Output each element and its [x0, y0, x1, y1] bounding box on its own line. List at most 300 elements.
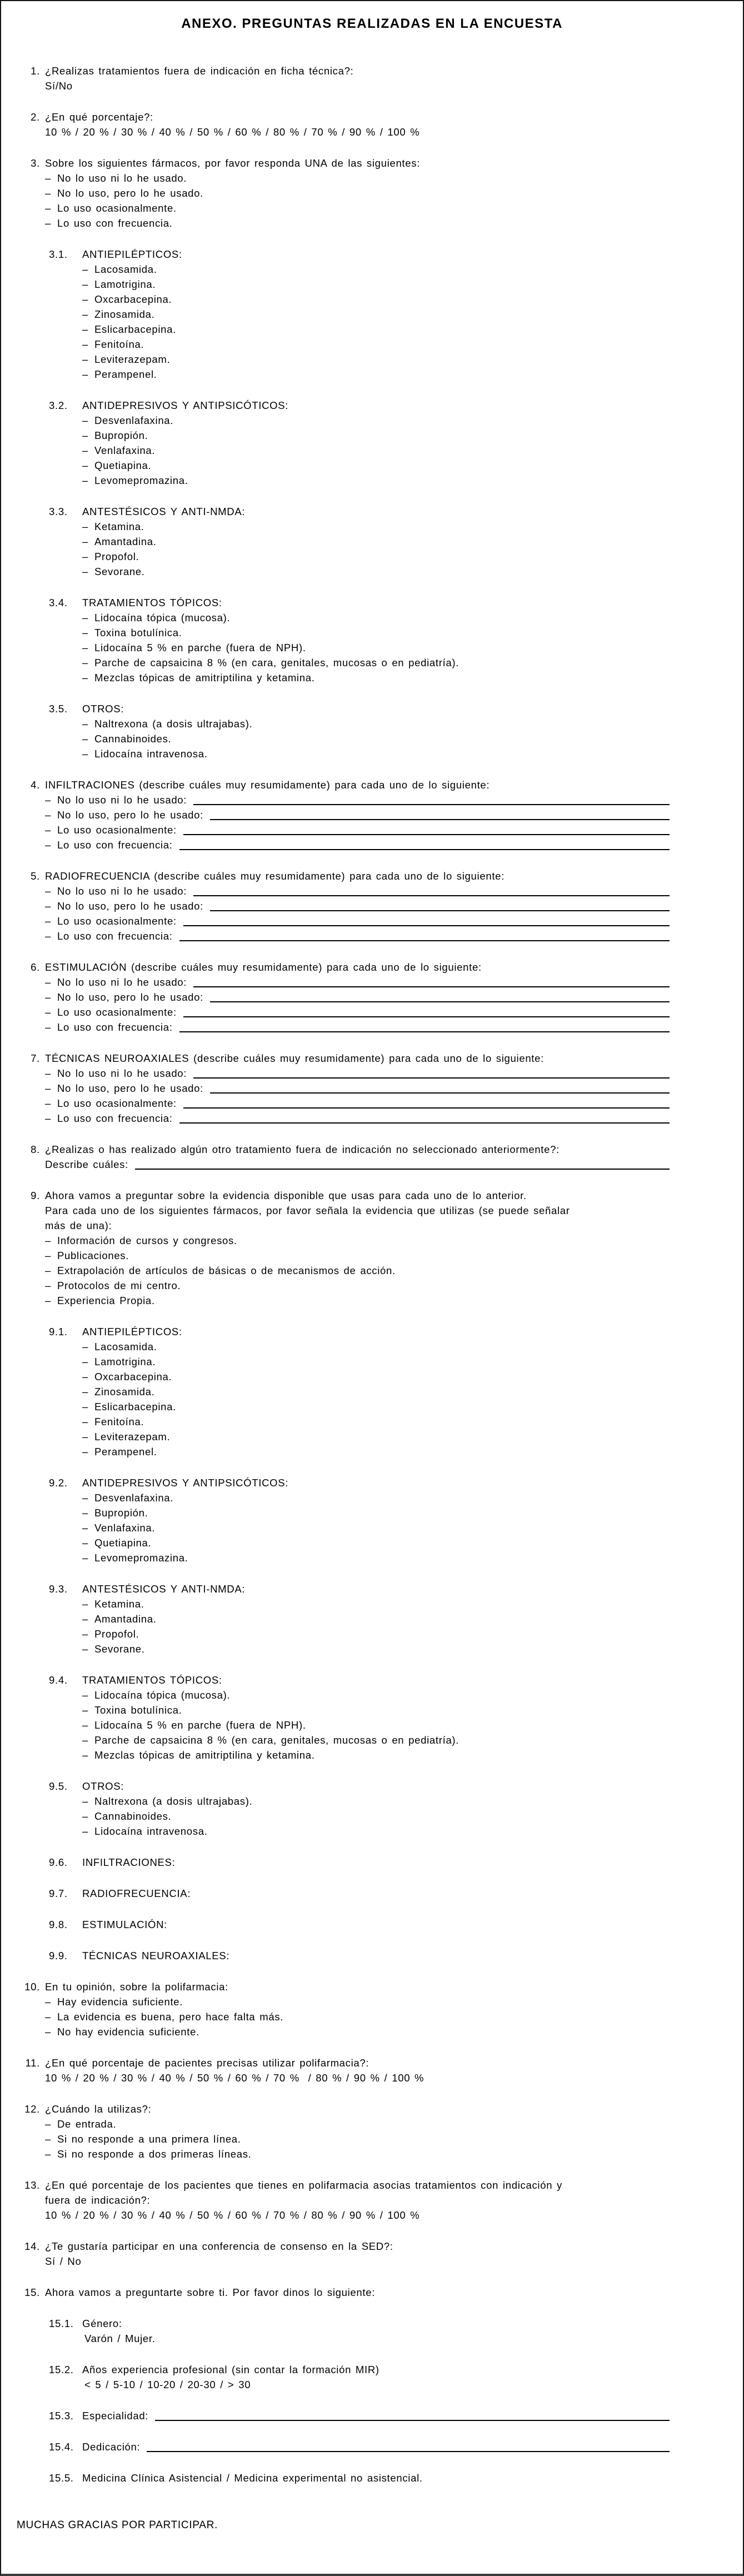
sub-option-line — [1, 1550, 743, 1565]
item-text: Lamotrigina. — [94, 1356, 156, 1367]
dash-bullet: – — [45, 1996, 51, 2008]
item-number: 14. — [24, 2240, 40, 2252]
spacer — [1, 2039, 743, 2055]
item-text: La evidencia es buena, pero hace falta más. — [57, 2011, 284, 2023]
question-continuation-line — [1, 2254, 743, 2269]
item-text: No lo uso ni lo he usado: — [57, 794, 187, 806]
sub-option-line — [1, 292, 743, 307]
item-text: ANTESTÉSICOS Y ANTI-NMDA: — [82, 506, 246, 517]
item-text: Años experiencia profesional (sin contar la formación MIR) — [82, 2364, 380, 2375]
item-text: RADIOFRECUENCIA (describe cuáles muy resumidamente) para cada uno de lo siguiente: — [45, 870, 505, 882]
item-text: Si no responde a dos primeras líneas. — [57, 2148, 252, 2160]
dash-bullet: – — [82, 1795, 88, 1807]
spacer — [1, 2346, 743, 2362]
dash-bullet: – — [82, 1613, 88, 1625]
item-text: Fenitoína. — [94, 338, 144, 350]
item-text: Lo uso ocasionalmente. — [57, 202, 177, 214]
item-text: ¿Realizas tratamientos fuera de indicación en ficha técnica?: — [45, 65, 354, 77]
item-text: Amantadina. — [94, 1613, 157, 1625]
sub-option-line — [1, 1703, 743, 1718]
subquestion-line — [1, 247, 743, 262]
fill-in-blank — [147, 2451, 670, 2452]
item-text: ¿En qué porcentaje de pacientes precisas utilizar polifarmacia?: — [45, 2057, 369, 2069]
dash-bullet: – — [82, 1552, 88, 1564]
question-line — [1, 156, 743, 171]
sub-option-line — [1, 367, 743, 382]
dash-bullet: – — [82, 612, 88, 623]
item-text: Protocolos de mi centro. — [57, 1280, 181, 1291]
question-line — [1, 2178, 743, 2193]
sub-option-line — [1, 1399, 743, 1414]
spacer — [1, 1870, 743, 1886]
question-continuation-line — [1, 1218, 743, 1233]
item-text: ANTIDEPRESIVOS Y ANTIPSICÓTICOS: — [82, 1477, 289, 1489]
dash-bullet: – — [45, 202, 51, 214]
dash-bullet: – — [45, 1235, 51, 1246]
item-text: Mezclas tópicas de amitriptilina y ketamina. — [94, 672, 315, 683]
sub-option-line — [1, 1354, 743, 1369]
spacer — [1, 1308, 743, 1324]
item-text: Sobre los siguientes fármacos, por favor responda UNA de las siguientes: — [45, 157, 421, 169]
spacer — [1, 1126, 743, 1142]
fill-in-blank — [193, 1077, 670, 1079]
item-text: En tu opinión, sobre la polifarmacia: — [45, 1981, 229, 1993]
subquestion-line — [1, 2470, 743, 2485]
dash-bullet: – — [82, 551, 88, 562]
spacer — [1, 1763, 743, 1779]
spacer — [1, 93, 743, 109]
dash-bullet: – — [45, 976, 51, 988]
sub-option-line — [1, 277, 743, 292]
item-number: 12. — [24, 2103, 40, 2115]
question-line — [1, 960, 743, 975]
spacer — [1, 852, 743, 868]
item-number: 1. — [31, 65, 40, 77]
item-number: 9.4. — [49, 1674, 68, 1686]
fill-in-blank — [183, 1016, 670, 1017]
item-text: ANTESTÉSICOS Y ANTI-NMDA: — [82, 1583, 246, 1595]
dash-bullet: – — [45, 1295, 51, 1306]
sub-option-line — [1, 458, 743, 473]
option-line — [1, 2116, 743, 2131]
spacer — [1, 2223, 743, 2239]
option-fill-line — [1, 1081, 743, 1096]
item-number: 5. — [31, 870, 40, 882]
question-line — [1, 868, 743, 883]
spacer — [1, 1901, 743, 1917]
item-number: 3.1. — [49, 248, 68, 260]
item-text: ANTIEPILÉPTICOS: — [82, 248, 182, 260]
item-text: Oxcarbacepina. — [94, 1371, 172, 1382]
item-text: Fenitoína. — [94, 1416, 144, 1427]
sub-option-line — [1, 428, 743, 443]
item-text: 10 % / 20 % / 30 % / 40 % / 50 % / 60 % / 80 % / 70 % / 90 % / 100 % — [45, 126, 420, 138]
fill-in-blank — [155, 2420, 670, 2421]
spacer — [1, 231, 743, 247]
item-text: Zinosamida. — [94, 308, 155, 320]
dash-bullet: – — [82, 293, 88, 305]
item-text: Sevorane. — [94, 566, 145, 577]
item-text: Desvenlafaxina. — [94, 415, 174, 426]
dash-bullet: – — [82, 642, 88, 653]
item-text: ¿En qué porcentaje?: — [45, 111, 153, 123]
subquestion-continuation-line — [1, 2331, 743, 2346]
item-text: Quetiapina. — [94, 1537, 152, 1549]
item-number: 13. — [24, 2179, 40, 2191]
fill-in-blank — [210, 1092, 670, 1094]
subquestion-continuation-line — [1, 2377, 743, 2392]
question-line — [1, 1979, 743, 1994]
spacer — [1, 1839, 743, 1855]
item-text: INFILTRACIONES: — [82, 1856, 176, 1868]
question-line — [1, 1188, 743, 1203]
dash-bullet: – — [82, 627, 88, 638]
fill-in-blank — [183, 1107, 670, 1109]
item-text: 10 % / 20 % / 30 % / 40 % / 50 % / 60 % / 70 % / 80 % / 90 % / 100 % — [45, 2072, 425, 2084]
sub-option-line — [1, 1794, 743, 1809]
sub-option-line — [1, 352, 743, 367]
item-text: < 5 / 5-10 / 10-20 / 20-30 / > 30 — [84, 2379, 251, 2390]
fill-in-blank — [193, 986, 670, 987]
question-line — [1, 2285, 743, 2300]
item-text: No lo uso ni lo he usado: — [57, 976, 187, 988]
item-text: No lo uso ni lo he usado: — [57, 885, 187, 897]
subquestion-line — [1, 1917, 743, 1932]
sub-option-line — [1, 1505, 743, 1520]
option-line — [1, 1293, 743, 1308]
item-text: Venlafaxina. — [94, 1522, 156, 1534]
option-fill-line — [1, 837, 743, 852]
item-text: Cannabinoides. — [94, 733, 172, 745]
question-continuation-line — [1, 1203, 743, 1218]
dash-bullet: – — [82, 1507, 88, 1519]
question-line — [1, 63, 743, 78]
item-text: Mezclas tópicas de amitriptilina y ketamina. — [94, 1749, 315, 1761]
item-text: No lo uso, pero lo he usado: — [57, 900, 204, 912]
sub-option-line — [1, 519, 743, 534]
dash-bullet: – — [82, 415, 88, 426]
spacer — [1, 1565, 743, 1581]
option-line — [1, 201, 743, 216]
question-line — [1, 1051, 743, 1066]
dash-bullet: – — [45, 1021, 51, 1033]
item-text: Varón / Mujer. — [84, 2333, 156, 2344]
dash-bullet: – — [82, 1416, 88, 1427]
item-text: Ahora vamos a preguntar sobre la evidencia disponible que usas para cada uno de lo anterior. — [45, 1190, 527, 1201]
sub-option-line — [1, 443, 743, 458]
dash-bullet: – — [45, 885, 51, 897]
item-number: 15.1. — [49, 2318, 74, 2329]
item-text: TÉCNICAS NEUROAXIALES: — [82, 1950, 230, 1961]
item-text: Ketamina. — [94, 521, 144, 532]
item-text: Quetiapina. — [94, 460, 152, 471]
sub-option-line — [1, 1369, 743, 1384]
dash-bullet: – — [45, 2118, 51, 2130]
item-text: TRATAMIENTOS TÓPICOS: — [82, 597, 222, 608]
item-text: Parche de capsaicina 8 % (en cara, genitales, mucosas o en pediatría). — [94, 657, 460, 668]
option-line — [1, 2131, 743, 2146]
item-text: Lo uso con frecuencia. — [57, 217, 173, 229]
dash-bullet: – — [82, 368, 88, 380]
item-number: 15.2. — [49, 2364, 74, 2375]
dash-bullet: – — [82, 460, 88, 471]
item-text: Sevorane. — [94, 1643, 145, 1655]
item-number: 3.3. — [49, 506, 68, 517]
fill-in-blank — [210, 1001, 670, 1002]
item-text: ANTIEPILÉPTICOS: — [82, 1326, 182, 1337]
fill-in-blank — [210, 819, 670, 820]
subquestion-line — [1, 1779, 743, 1794]
dash-bullet: – — [82, 1734, 88, 1746]
dash-bullet: – — [45, 1250, 51, 1261]
item-number: 15. — [24, 2287, 40, 2298]
subquestion-line — [1, 1581, 743, 1596]
dash-bullet: – — [45, 2026, 51, 2038]
item-number: 9.7. — [49, 1888, 68, 1899]
subquestion-line — [1, 2316, 743, 2331]
spacer — [1, 382, 743, 398]
item-text: Parche de capsaicina 8 % (en cara, genitales, mucosas o en pediatría). — [94, 1734, 460, 1746]
dash-bullet: – — [45, 2011, 51, 2023]
item-text: Eslicarbacepina. — [94, 1401, 176, 1412]
item-text: De entrada. — [57, 2118, 117, 2130]
dash-bullet: – — [82, 1522, 88, 1534]
footer-text: MUCHAS GRACIAS POR PARTICIPAR. — [17, 2519, 218, 2531]
subquestion-fill-line — [1, 2439, 743, 2454]
spacer — [1, 761, 743, 777]
item-text: Género: — [82, 2318, 122, 2329]
dash-bullet: – — [82, 323, 88, 335]
item-text: Extrapolación de artículos de básicas o de mecanismos de acción. — [57, 1265, 396, 1276]
sub-option-line — [1, 322, 743, 337]
item-number: 9.1. — [49, 1326, 68, 1337]
item-text: ¿Realizas o has realizado algún otro tratamiento fuera de indicación no seleccionado anteriormente?: — [45, 1144, 560, 1155]
page-title: ANEXO. PREGUNTAS REALIZADAS EN LA ENCUESTA — [181, 16, 563, 31]
item-number: 9.2. — [49, 1477, 68, 1489]
dash-bullet: – — [82, 672, 88, 683]
item-text: Desvenlafaxina. — [94, 1492, 174, 1504]
option-fill-line — [1, 1020, 743, 1035]
option-fill-line — [1, 898, 743, 913]
item-text: Propofol. — [94, 1628, 139, 1640]
spacer — [1, 2454, 743, 2470]
sub-option-line — [1, 262, 743, 277]
item-number: 9.5. — [49, 1780, 68, 1792]
item-text: No lo uso, pero lo he usado: — [57, 809, 204, 821]
sub-option-line — [1, 1733, 743, 1748]
sub-option-line — [1, 1626, 743, 1641]
item-text: Leviterazepam. — [94, 353, 171, 365]
sub-option-line — [1, 731, 743, 746]
sub-option-line — [1, 1824, 743, 1839]
option-line — [1, 1248, 743, 1263]
spacer — [1, 2300, 743, 2316]
dash-bullet: – — [45, 1280, 51, 1291]
item-text: Lo uso con frecuencia: — [57, 930, 173, 942]
item-text: Toxina botulínica. — [94, 1704, 182, 1716]
dash-bullet: – — [82, 657, 88, 668]
sub-option-line — [1, 1520, 743, 1535]
item-text: Oxcarbacepina. — [94, 293, 172, 305]
dash-bullet: – — [45, 915, 51, 927]
sub-option-line — [1, 1490, 743, 1505]
item-number: 6. — [31, 961, 40, 973]
subquestion-line — [1, 398, 743, 413]
item-text: Hay evidencia suficiente. — [57, 1996, 183, 2008]
item-text: Especialidad: — [82, 2410, 149, 2422]
dash-bullet: – — [82, 1810, 88, 1822]
dash-bullet: – — [82, 430, 88, 441]
sub-option-line — [1, 534, 743, 549]
dash-bullet: – — [82, 1356, 88, 1367]
sub-option-line — [1, 610, 743, 625]
item-number: 3.2. — [49, 400, 68, 411]
dash-bullet: – — [82, 353, 88, 365]
dash-bullet: – — [82, 1704, 88, 1716]
option-fill-line — [1, 1066, 743, 1081]
item-text: OTROS: — [82, 1780, 124, 1792]
item-text: Naltrexona (a dosis ultrajabas). — [94, 1795, 253, 1807]
option-line — [1, 216, 743, 231]
sub-option-line — [1, 1809, 743, 1824]
dash-bullet: – — [45, 809, 51, 821]
item-text: Lidocaína tópica (mucosa). — [94, 1689, 231, 1701]
item-text: Propofol. — [94, 551, 139, 562]
item-text: Lidocaína intravenosa. — [94, 1825, 208, 1837]
dash-bullet: – — [82, 1401, 88, 1412]
item-number: 9. — [31, 1190, 40, 1201]
sub-option-line — [1, 716, 743, 731]
item-text: Leviterazepam. — [94, 1431, 171, 1442]
item-text: Sí/No — [45, 80, 73, 92]
dash-bullet: – — [82, 1341, 88, 1352]
spacer — [1, 1963, 743, 1979]
item-text: 10 % / 20 % / 30 % / 40 % / 50 % / 60 % / 70 % / 80 % / 90 % / 100 % — [45, 2209, 420, 2221]
option-line — [1, 1233, 743, 1248]
option-fill-line — [1, 913, 743, 928]
dash-bullet: – — [82, 1689, 88, 1701]
dash-bullet: – — [82, 263, 88, 275]
fill-in-blank — [193, 804, 670, 805]
item-text: Bupropión. — [94, 1507, 148, 1519]
dash-bullet: – — [82, 475, 88, 486]
item-text: Dedicación: — [82, 2441, 141, 2453]
sub-option-line — [1, 625, 743, 640]
dash-bullet: – — [45, 824, 51, 836]
item-text: Perampenel. — [94, 368, 157, 380]
item-text: Eslicarbacepina. — [94, 323, 176, 335]
dash-bullet: – — [82, 1537, 88, 1549]
sub-option-line — [1, 640, 743, 655]
option-fill-line — [1, 807, 743, 822]
item-text: ¿Cuándo la utilizas?: — [45, 2103, 152, 2115]
fill-in-blank — [179, 1031, 670, 1032]
option-line — [1, 186, 743, 201]
sub-option-line — [1, 1384, 743, 1399]
option-fill-line — [1, 928, 743, 943]
dash-bullet: – — [45, 2148, 51, 2160]
spacer — [1, 1656, 743, 1673]
sub-option-line — [1, 746, 743, 761]
item-text: No lo uso, pero lo he usado: — [57, 1082, 204, 1094]
option-fill-line — [1, 990, 743, 1005]
item-text: fuera de indicación?: — [45, 2194, 151, 2206]
item-text: Ahora vamos a preguntarte sobre ti. Por favor dinos lo siguiente: — [45, 2287, 376, 2298]
question-line — [1, 777, 743, 792]
option-line — [1, 171, 743, 186]
item-number: 15.5. — [49, 2472, 74, 2484]
option-fill-line — [1, 883, 743, 898]
sub-option-line — [1, 1339, 743, 1354]
question-continuation-line — [1, 124, 743, 139]
item-text: Publicaciones. — [57, 1250, 129, 1261]
item-text: Para cada uno de los siguientes fármacos, por favor señala la evidencia que utilizas (se puede señalar — [45, 1205, 570, 1216]
item-text: Si no responde a una primera línea. — [57, 2133, 241, 2145]
dash-bullet: – — [82, 1628, 88, 1640]
subquestion-line — [1, 1855, 743, 1870]
dash-bullet: – — [82, 445, 88, 456]
item-text: INFILTRACIONES (describe cuáles muy resumidamente) para cada uno de lo siguiente: — [45, 779, 490, 791]
dash-bullet: – — [82, 338, 88, 350]
dash-bullet: – — [45, 172, 51, 184]
question-line — [1, 2101, 743, 2116]
item-text: Levomepromazina. — [94, 475, 188, 486]
dash-bullet: – — [82, 748, 88, 760]
question-continuation-line — [1, 78, 743, 93]
fill-in-blank — [135, 1169, 670, 1170]
item-text: Lidocaína 5 % en parche (fuera de NPH). — [94, 642, 306, 653]
document-body — [1, 63, 743, 2485]
item-number: 4. — [31, 779, 40, 791]
item-number: 9.9. — [49, 1950, 68, 1961]
item-text: No lo uso ni lo he usado. — [57, 172, 187, 184]
fill-in-blank — [183, 925, 670, 926]
item-text: Amantadina. — [94, 536, 157, 547]
item-number: 2. — [31, 111, 40, 123]
sub-option-line — [1, 549, 743, 564]
item-text: Lo uso ocasionalmente: — [57, 824, 177, 836]
subquestion-line — [1, 595, 743, 610]
spacer — [1, 579, 743, 595]
item-number: 9.6. — [49, 1856, 68, 1868]
sub-option-line — [1, 337, 743, 352]
dash-bullet: – — [82, 1492, 88, 1504]
option-fill-line — [1, 975, 743, 990]
item-text: Lidocaína intravenosa. — [94, 748, 208, 760]
item-text: Lacosamida. — [94, 1341, 157, 1352]
option-fill-line — [1, 1005, 743, 1020]
option-fill-line — [1, 1111, 743, 1126]
option-fill-line — [1, 792, 743, 807]
item-text: Lacosamida. — [94, 263, 157, 275]
dash-bullet: – — [45, 900, 51, 912]
sub-option-line — [1, 1535, 743, 1550]
sub-option-line — [1, 1718, 743, 1733]
sub-option-line — [1, 1688, 743, 1703]
dash-bullet: – — [45, 991, 51, 1003]
item-text: Sí / No — [45, 2255, 82, 2267]
dash-bullet: – — [45, 1006, 51, 1018]
question-line — [1, 109, 743, 124]
item-text: ESTIMULACIÓN (describe cuáles muy resumidamente) para cada uno de lo siguiente: — [45, 961, 482, 973]
spacer — [1, 2392, 743, 2408]
dash-bullet: – — [82, 1446, 88, 1457]
option-line — [1, 1278, 743, 1293]
sub-option-line — [1, 413, 743, 428]
item-text: Medicina Clínica Asistencial / Medicina experimental no asistencial. — [82, 2472, 423, 2484]
item-text: ¿En qué porcentaje de los pacientes que tienes en polifarmacia asocias tratamientos con indicación y — [45, 2179, 562, 2191]
dash-bullet: – — [82, 1825, 88, 1837]
